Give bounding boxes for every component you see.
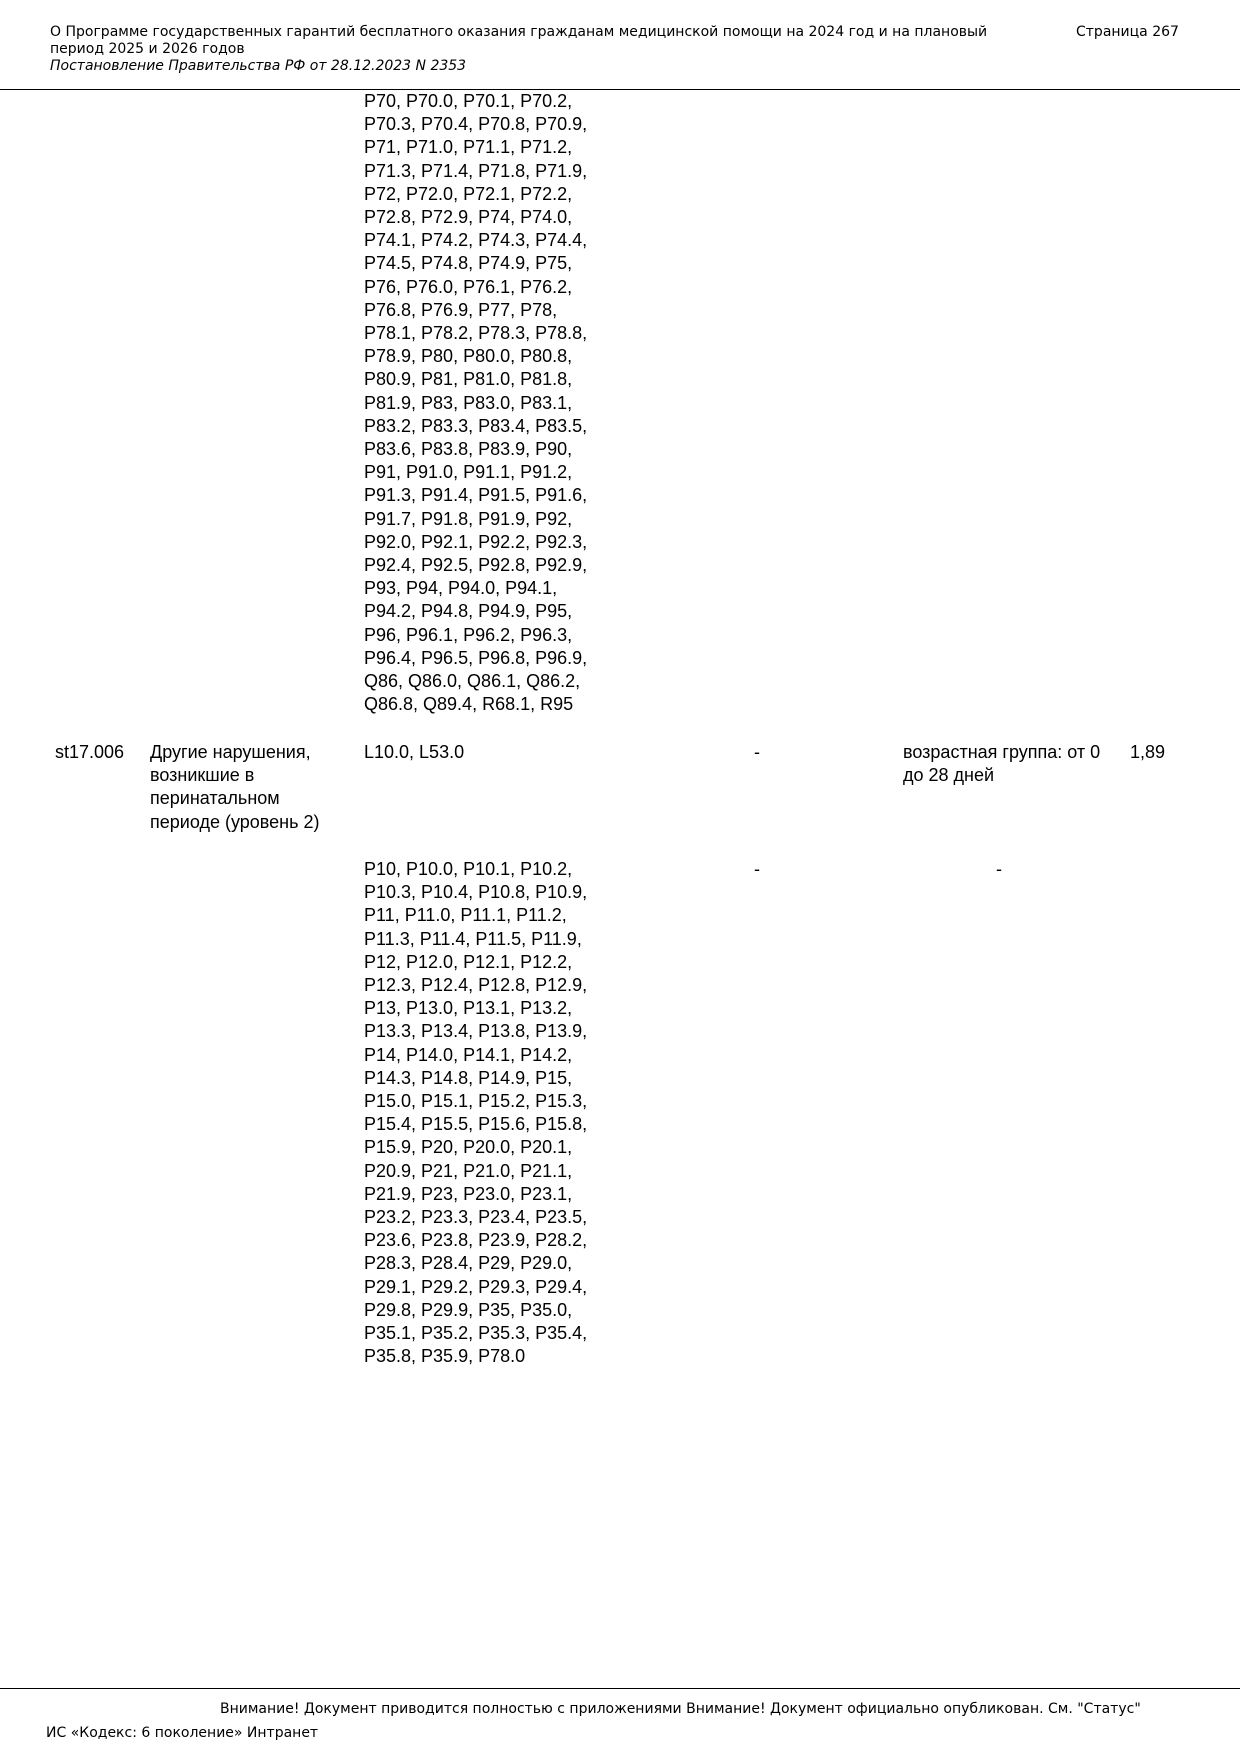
page-header xyxy=(0,0,1240,90)
row-code: st17.006 xyxy=(55,742,125,762)
subrow-operation-codes: - xyxy=(754,859,760,879)
subrow-additional-criteria: - xyxy=(996,859,1002,879)
page-footer xyxy=(0,1688,1240,1755)
subrow-diagnosis-codes: P10, P10.0, P10.1, P10.2, P10.3, P10.4, P10.8, P10.9, P11, P11.0, P11.1, P11.2, P11.3, P11.4, P11.5, P11.9, P12, P12.0, P12.1, P12.2, P12.3, P12.4, P12.8, P12.9, P13, P13.0, P13.1, P13.2, P13.3, P13.4, P13.8, P13.9, P14, P14.0, P14.1, P14.2, P14.3, P14.8, P14.9, P15, P15.0, P15.1, P15.2, P15.3, P15.4, P15.5, P15.6, P15.8, P15.9, P20, P20.0, P20.1, P20.9, P21, P21.0, P21.1, P21.9, P23, P23.0, P23.1, P23.2, P23.3, P23.4, P23.5, P23.6, P23.8, P23.9, P28.2, P28.3, P28.4, P29, P29.0, P29.1, P29.2, P29.3, P29.4, P29.8, P29.9, P35, P35.0, P35.1, P35.2, P35.3, P35.4, P35.8, P35.9, P78.0 xyxy=(364,859,588,1367)
footer-notice: Внимание! Документ приводится полностью с приложениями Внимание! Документ официально опубликован. См. "Статус" xyxy=(220,1701,1141,1717)
row-operation-codes: - xyxy=(754,742,760,762)
footer-system-name: ИС «Кодекс: 6 поколение» Интранет xyxy=(46,1725,319,1741)
continued-codes-cell: P70, P70.0, P70.1, P70.2, P70.3, P70.4, P70.8, P70.9, P71, P71.0, P71.1, P71.2, P71.3, P71.4, P71.8, P71.9, P72, P72.0, P72.1, P72.2, P72.8, P72.9, P74, P74.0, P74.1, P74.2, P74.3, P74.4, P74.5, P74.8, P74.9, P75, P76, P76.0, P76.1, P76.2, P76.8, P76.9, P77, P78, P78.1, P78.2, P78.3, P78.8, P78.9, P80, P80.0, P80.8, P80.9, P81, P81.0, P81.8, P81.9, P83, P83.0, P83.1, P83.2, P83.3, P83.4, P83.5, P83.6, P83.8, P83.9, P90, P91, P91.0, P91.1, P91.2, P91.3, P91.4, P91.5, P91.6, P91.7, P91.8, P91.9, P92, P92.0, P92.1, P92.2, P92.3, P92.4, P92.5, P92.8, P92.9, P93, P94, P94.0, P94.1, P94.2, P94.8, P94.9, P95, P96, P96.1, P96.2, P96.3, P96.4, P96.5, P96.8, P96.9, Q86, Q86.0, Q86.1, Q86.2, Q86.8, Q89.4, R68.1, R95 xyxy=(364,91,588,715)
document-title: О Программе государственных гарантий бесплатного оказания гражданам медицинской помощи на 2024 год и на плановый период 2025 и 2026 годов xyxy=(50,24,988,57)
document-subtitle: Постановление Правительства РФ от 28.12.2023 N 2353 xyxy=(50,58,467,74)
row-coefficient: 1,89 xyxy=(1130,742,1166,762)
row-name: Другие нарушения, возникшие в перинатальном периоде (уровень 2) xyxy=(150,742,320,832)
row-diagnosis-codes: L10.0, L53.0 xyxy=(364,742,465,762)
row-additional-criteria: возрастная группа: от 0 до 28 дней xyxy=(903,742,1101,786)
page-number: Страница 267 xyxy=(1076,24,1179,40)
